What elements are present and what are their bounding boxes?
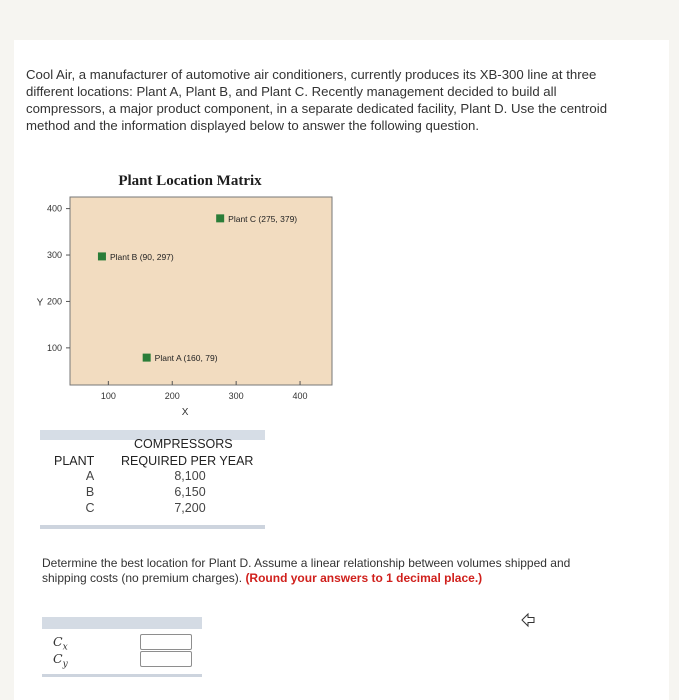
table-row-c-plant: C [85,501,95,515]
x-tick-label: 300 [228,391,244,401]
y-axis-label: Y [36,297,44,309]
y-tick-label: 200 [46,296,62,307]
x-tick-label: 400 [292,391,308,401]
cx-input[interactable] [140,634,192,650]
chart-title: Plant Location Matrix [118,173,262,189]
y-tick-label: 100 [46,342,62,353]
plant-label-2: Plant A (160, 79) [154,353,218,364]
answer-footer-bar [42,674,202,677]
problem-intro: Cool Air, a manufacturer of automotive air conditioners, currently produces its XB-300 line at three different locations: Plant A, Plant B, and Plant C. Recently management decided to build all compressors, a major product component, in a separate dedicated facility, Plant D. Use the centroid method and the information displayed below to answer the following question. [26,67,608,133]
table-row-c-value: 7,200 [174,501,206,515]
table-header-plant: PLANT [54,454,95,468]
plant-marker-0 [216,214,224,222]
plant-label-0: Plant C (275, 379) [228,213,298,224]
table-footer-bar [40,525,265,529]
plant-location-chart [30,192,360,422]
x-axis-label: X [181,407,189,418]
answer-header-bar [42,617,202,629]
question-body: Determine the best location for Plant D. Assume a linear relationship between volumes shipped and shipping costs (no premium charges). [42,556,571,585]
table-row-a-plant: A [85,469,95,483]
rounding-instruction: (Round your answers to 1 decimal place.) [245,571,483,585]
cy-label: $C_y$ [53,651,68,670]
plant-marker-2 [143,354,151,362]
cy-input[interactable] [140,651,192,667]
plant-marker-1 [98,252,106,260]
table-header-compressors: COMPRESSORS [134,437,233,451]
y-tick-label: 300 [46,250,62,261]
x-tick-label: 100 [100,391,116,401]
mouse-cursor-icon [520,612,536,628]
cx-label: $C_x$ [53,634,68,653]
y-tick-label: 400 [46,203,62,214]
table-row-a-value: 8,100 [174,469,206,483]
question-text [42,556,607,586]
x-tick-label: 200 [164,391,180,401]
table-row-b-value: 6,150 [174,485,206,499]
plant-label-1: Plant B (90, 297) [109,251,174,262]
table-row-b-plant: B [85,485,95,499]
table-header-required: REQUIRED PER YEAR [121,454,254,468]
